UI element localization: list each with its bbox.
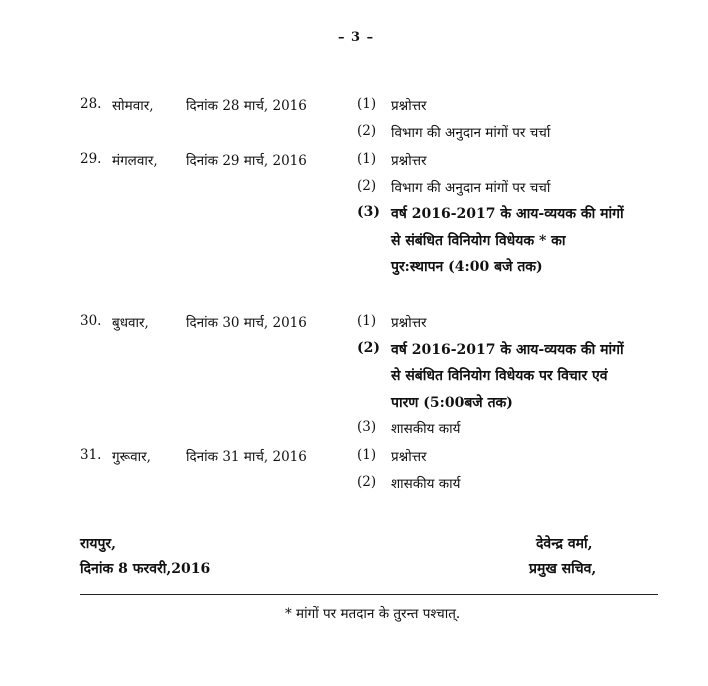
agenda-item-number: (1) <box>357 151 377 167</box>
agenda-item-number: (2) <box>357 122 377 139</box>
agenda-item-text: शासकीय कार्य <box>391 475 461 492</box>
entry-date: दिनांक 31 मार्च, 2016 <box>186 449 307 465</box>
agenda-item-text: विभाग की अनुदान मांगों पर चर्चा <box>391 124 551 141</box>
entry-number: 31. <box>80 447 102 463</box>
agenda-item-text: प्रश्नोत्तर <box>391 153 427 169</box>
signatory-name: देवेन्द्र वर्मा, <box>536 536 593 552</box>
signatory-title: प्रमुख सचिव, <box>529 561 597 577</box>
agenda-item-text: वर्ष 2016-2017 के आय-व्ययक की मांगों <box>391 206 624 222</box>
agenda-item-text: से संबंधित विनियोग विधेयक पर विचार एवं <box>391 368 608 384</box>
agenda-item-number: (1) <box>357 96 377 112</box>
agenda-item-text: से संबंधित विनियोग विधेयक * का <box>391 232 566 249</box>
agenda-item-number: (2) <box>357 177 377 194</box>
entry-day: बुधवार, <box>112 315 149 331</box>
page-number: – 3 – <box>338 30 375 45</box>
agenda-item-text: प्रश्नोत्तर <box>391 449 427 465</box>
agenda-item-number: (1) <box>357 313 377 329</box>
entry-number: 30. <box>80 313 102 329</box>
agenda-item-number: (2) <box>357 339 380 356</box>
agenda-item-text: पुर:स्थापन (4:00 बजे तक) <box>391 259 543 275</box>
entry-number: 28. <box>80 96 102 112</box>
place: रायपुर, <box>80 536 117 552</box>
footnote: * मांगों पर मतदान के तुरन्त पश्चात्. <box>285 606 461 622</box>
entry-day: सोमवार, <box>112 98 154 114</box>
agenda-item-text: विभाग की अनुदान मांगों पर चर्चा <box>391 179 551 196</box>
agenda-item-number: (2) <box>357 473 377 490</box>
agenda-item-text: प्रश्नोत्तर <box>391 315 427 331</box>
entry-day: मंगलवार, <box>112 153 158 169</box>
issue-date: दिनांक 8 फरवरी,2016 <box>80 561 211 577</box>
agenda-item-text: पारण (5:00बजे तक) <box>391 394 513 411</box>
agenda-item-text: वर्ष 2016-2017 के आय-व्ययक की मांगों <box>391 341 624 358</box>
entry-date: दिनांक 30 मार्च, 2016 <box>186 315 307 331</box>
agenda-item-text: शासकीय कार्य <box>391 421 461 437</box>
agenda-item-text: प्रश्नोत्तर <box>391 98 427 114</box>
entry-day: गुरूवार, <box>112 449 151 465</box>
entry-date: दिनांक 29 मार्च, 2016 <box>186 153 307 169</box>
agenda-item-number: (3) <box>357 419 377 435</box>
divider-line <box>80 594 658 595</box>
entry-number: 29. <box>80 151 102 167</box>
entry-date: दिनांक 28 मार्च, 2016 <box>186 98 307 114</box>
agenda-item-number: (3) <box>357 204 380 220</box>
agenda-item-number: (1) <box>357 447 377 463</box>
